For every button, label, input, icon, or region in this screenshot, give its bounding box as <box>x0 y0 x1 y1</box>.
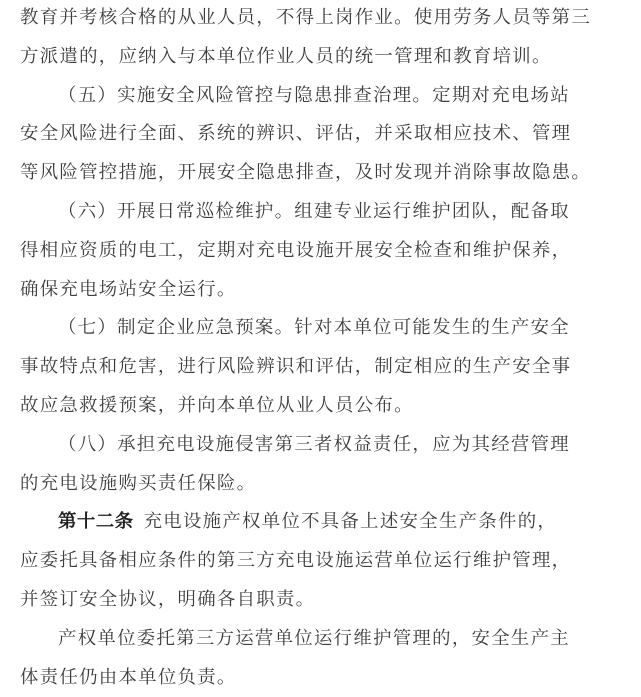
article-12-first-line <box>20 503 623 542</box>
text-line: （七）制定企业应急预案。针对本单位可能发生的生产安全 <box>58 317 570 339</box>
text-line: 教育并考核合格的从业人员，不得上岗作业。使用劳务人员等第三 <box>20 7 592 28</box>
paragraph-item-8 <box>20 426 623 504</box>
text-segment: 充电设施产权单位不具备上述安全生产条件的， <box>143 511 558 533</box>
text-line: 的充电设施购买责任保险。 <box>20 472 257 494</box>
text-line: （五）实施安全风险管控与隐患排查治理。定期对充电场站 <box>58 84 570 106</box>
text-line: 方派遣的，应纳入与本单位作业人员的统一管理和教育培训。 <box>20 45 552 67</box>
text-line: 产权单位委托第三方运营单位运行维护管理的，安全生产主 <box>58 627 570 649</box>
paragraph-article-12 <box>20 503 623 619</box>
text-line: 确保充电场站安全运行。 <box>20 278 237 300</box>
article-heading: 第十二条 <box>58 511 134 533</box>
paragraph-entrusted-responsibility <box>20 620 623 697</box>
paragraph-item-7 <box>20 309 623 425</box>
text-line: 事故特点和危害，进行风险辨识和评估，制定相应的生产安全事 <box>20 356 572 378</box>
paragraph-item-5 <box>20 77 623 193</box>
paragraph-continuation <box>20 0 623 77</box>
text-line: 故应急救援预案，并向本单位从业人员公布。 <box>20 394 414 416</box>
document-body <box>20 0 623 697</box>
paragraph-item-6 <box>20 193 623 309</box>
text-line: 等风险管控措施，开展安全隐患排查，及时发现并消除事故隐患。 <box>20 162 592 184</box>
text-line: 应委托具备相应条件的第三方充电设施运营单位运行维护管理， <box>20 550 572 572</box>
text-line: 得相应资质的电工，定期对充电设施开展安全检查和维护保养， <box>20 239 572 261</box>
text-line: 安全风险进行全面、系统的辨识、评估，并采取相应技术、管理 <box>20 123 572 145</box>
text-line: （六）开展日常巡检维护。组建专业运行维护团队，配备取 <box>58 200 570 222</box>
text-line: 并签订安全协议，明确各自职责。 <box>20 588 316 610</box>
text-line: 体责任仍由本单位负责。 <box>20 666 237 688</box>
text-line: （八）承担充电设施侵害第三者权益责任，应为其经营管理 <box>58 433 570 455</box>
